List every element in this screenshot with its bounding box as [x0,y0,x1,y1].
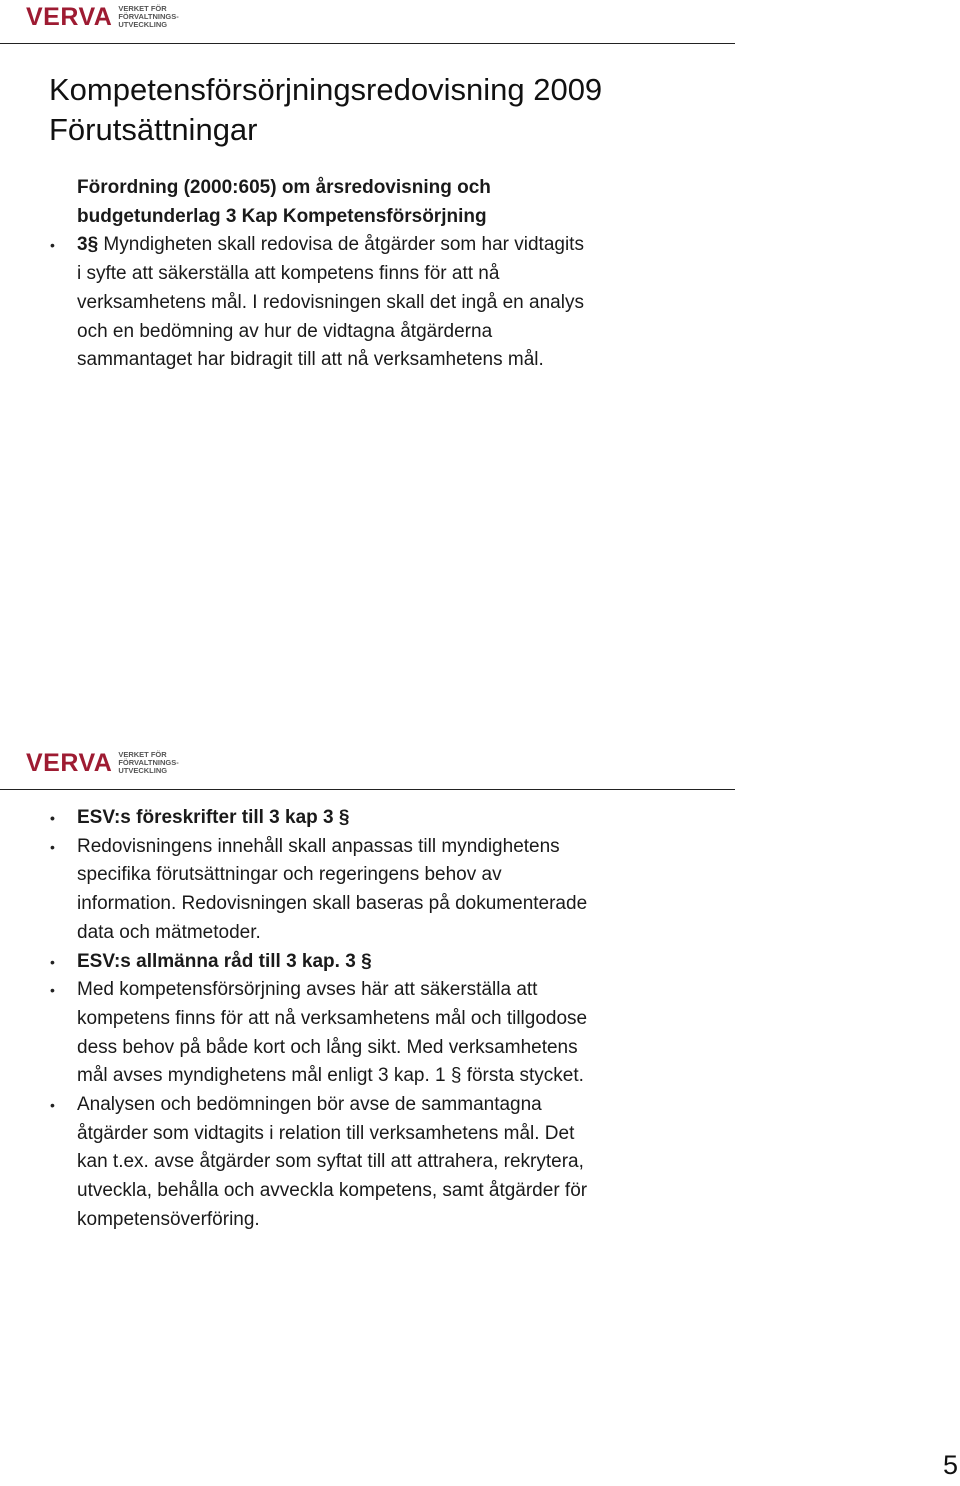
header-rule [0,789,735,790]
logo-tagline: VERKET FÖR FÖRVALTNINGS- UTVECKLING [118,4,179,29]
logo-wordmark: VERVA [26,749,113,777]
ordinance-heading: Förordning (2000:605) om årsredovisning och budgetunderlag 3 Kap Kompetensförsörjning [77,177,491,227]
bullet-analysis: • Analysen och bedömningen bör avse de sammantagna åtgärder som vidtagits i relation till verksamhetens mål. Det kan t.ex. avse åtgärder som syftat till att attrahera, rekrytera, utveckla, behålla och avveckla kompetens, samt åtgärder för kompetensöverföring. [50,1091,650,1235]
bullet-esv-general-advice: • ESV:s allmänna råd till 3 kap. 3 § [50,948,650,977]
slide-1-body [50,174,650,375]
slide-2-body [50,804,650,1235]
title-line-2: Förutsättningar [49,112,258,147]
bullet-report-content: • Redovisningens innehåll skall anpassas till myndighetens specifika förutsättningar och regeringens behov av information. Redovisningen skall baseras på dokumenterade data och mätmetoder. [50,833,650,948]
bullet-ordinance-text: • 3§ Myndigheten skall redovisa de åtgärder som har vidtagits i syfte att säkerställa att kompetens finns för att nå verksamhetens mål. I redovisningen skall det ingå en analys och en bedömning av hur de vidtagna åtgärderna sammantaget har bidragit till att nå verksamhetens mål. [50,231,650,375]
bullet-competence-definition: • Med kompetensförsörjning avses här att säkerställa att kompetens finns för att nå verksamhetens mål och tillgodose dess behov på både kort och lång sikt. Med verksamhetens mål avses myndighetens mål enligt 3 kap. 1 § första stycket. [50,976,650,1091]
logo-wordmark: VERVA [26,3,113,31]
logo-tagline: VERKET FÖR FÖRVALTNINGS- UTVECKLING [118,750,179,775]
header-rule [0,43,735,44]
verva-logo [26,750,179,776]
slide-1 [0,0,960,740]
page-number: 5 [942,1450,958,1480]
bullet-esv-regulations: • ESV:s föreskrifter till 3 kap 3 § [50,804,650,833]
verva-logo [26,4,179,30]
slide-title [49,70,602,150]
title-line-1: Kompetensförsörjningsredovisning 2009 [49,72,603,107]
slide-2 [0,746,960,1486]
